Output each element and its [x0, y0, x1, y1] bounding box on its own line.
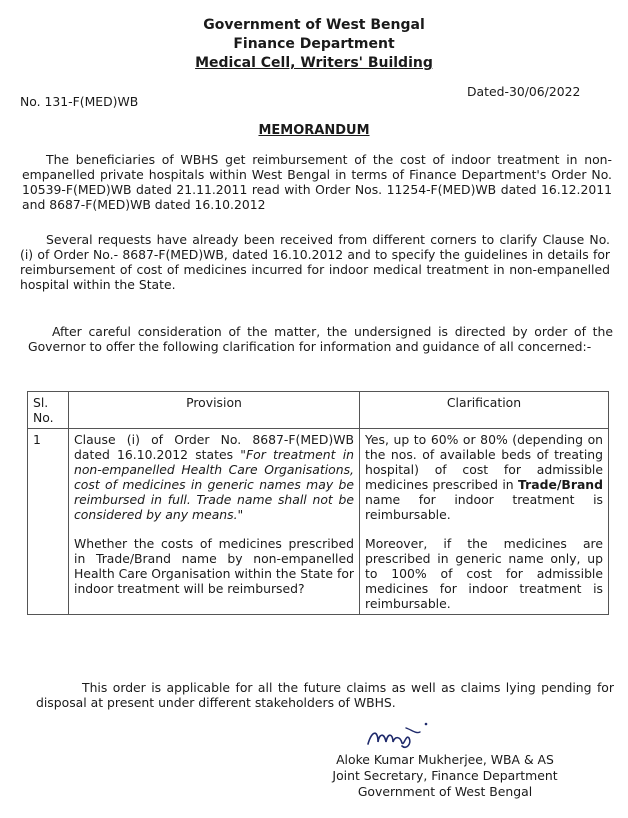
clarification-table — [27, 391, 609, 615]
signatory-name: Aloke Kumar Mukherjee, WBA & AS — [336, 752, 554, 767]
row-sl: 1 — [28, 429, 69, 615]
closing-paragraph: This order is applicable for all the future claims as well as claims lying pending for disposal at present under different stakeholders of WBHS. — [36, 680, 614, 710]
handwritten-signature-image — [362, 716, 432, 752]
header-clarification: Clarification — [360, 392, 609, 429]
paragraph-2: Several requests have already been received from different corners to clarify Clause No. (i) of Order No.- 8687-F(MED)WB, dated 16.10.2012 and to specify the guidelines in details for reimbursement of cost of medicines incurred for indoor medical treatment in non-empanelled hospital within the State. — [20, 232, 610, 292]
paragraph-3: After careful consideration of the matter, the undersigned is directed by order of the Governor to offer the following clarification for information and guidance of all concerned:- — [28, 324, 613, 354]
signatory-designation: Joint Secretary, Finance Department — [332, 768, 558, 783]
provision-intro: Clause (i) of Order No. 8687-F(MED)WB dated 16.10.2012 states — [74, 432, 354, 462]
header-cell: Medical Cell, Writers' Building — [195, 55, 433, 71]
clarification-part3: Moreover, if the medicines are prescribed in generic name only, up to 100% of cost for admissible medicines for indoor treatment is reimbursable. — [365, 536, 603, 611]
clarification-part2: name for indoor treatment is reimbursable. — [365, 492, 603, 522]
signature-block — [310, 752, 580, 800]
memo-ref-no: No. 131-F(MED)WB — [20, 94, 139, 109]
paragraph-1: The beneficiaries of WBHS get reimbursement of the cost of indoor treatment in non-empanelled private hospitals within West Bengal in terms of Finance Department's Order No. 10539-F(MED)WB dated 21.11.2011 read with Order Nos. 11254-F(MED)WB dated 16.12.2011 and 8687-F(MED)WB dated 16.10.2012 — [22, 152, 612, 212]
header-sl-no: Sl. No. — [28, 392, 69, 429]
row-clarification — [360, 429, 609, 615]
row-provision — [69, 429, 360, 615]
memo-date: Dated-30/06/2022 — [467, 84, 581, 99]
clarification-bold: Trade/Brand — [518, 477, 603, 492]
signatory-organisation: Government of West Bengal — [357, 784, 533, 799]
table-row — [28, 429, 609, 615]
provision-quote: "For treatment in non-empanelled Health Care Organisations, cost of medicines in generic names may be reimbursed in full. Trade name shall not be considered by any means." — [74, 447, 354, 522]
header-department: Finance Department — [233, 36, 395, 52]
header-provision: Provision — [69, 392, 360, 429]
table-header-row — [28, 392, 609, 429]
header-government: Government of West Bengal — [203, 17, 425, 33]
memo-title: MEMORANDUM — [258, 123, 370, 138]
clarification-part1: Yes, up to 60% or 80% (depending on the nos. of available beds of treating hospital) of cost for admissible medicines prescribed in — [365, 432, 603, 492]
provision-question: Whether the costs of medicines prescribed in Trade/Brand name by non-empanelled Health Care Organisation within the State for indoor treatment will be reimbursed? — [74, 536, 354, 596]
